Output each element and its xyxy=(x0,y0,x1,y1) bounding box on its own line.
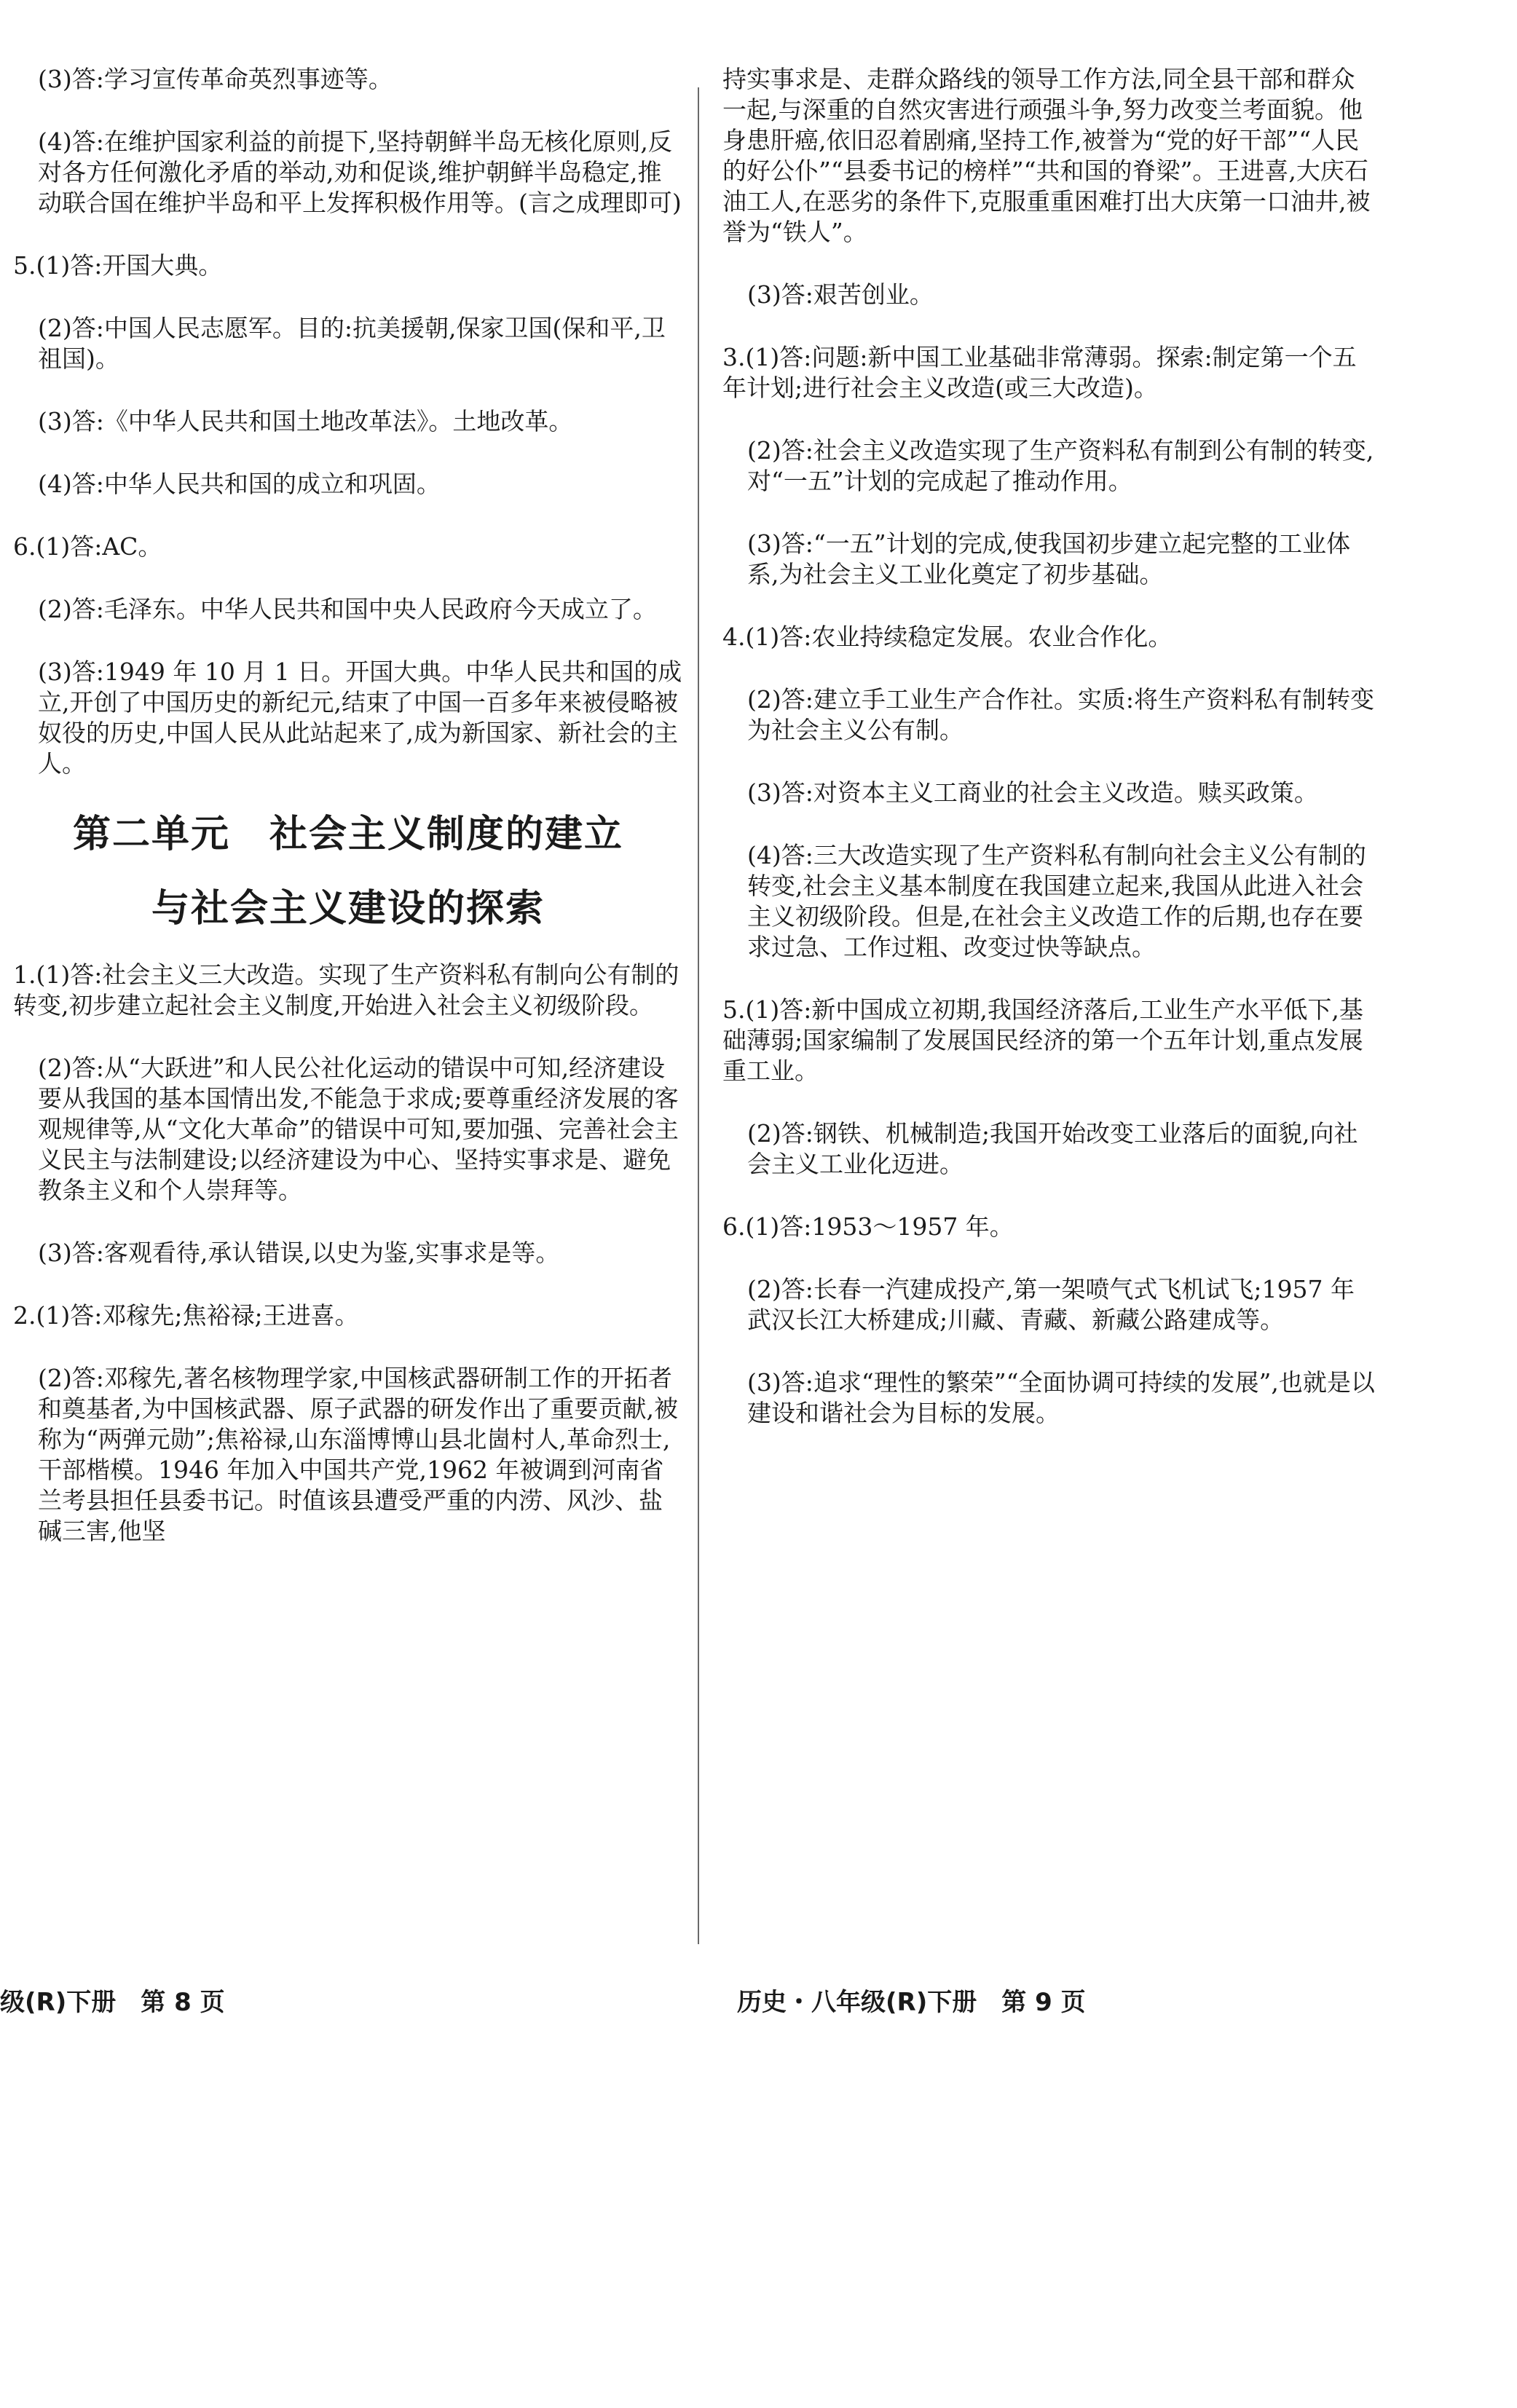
answer-paragraph: 1.(1)答:社会主义三大改造。实现了生产资料私有制向公有制的转变,初步建立起社会主义制度,开始进入社会主义初级阶段。 xyxy=(13,960,679,1019)
answer-paragraph: 2.(1)答:邓稼先;焦裕禄;王进喜。 xyxy=(13,1301,359,1330)
answer-paragraph: 6.(1)答:1953～1957 年。 xyxy=(722,1212,1014,1241)
answer-paragraph: 5.(1)答:开国大典。 xyxy=(13,251,223,280)
answer-paragraph: (3)答:对资本主义工商业的社会主义改造。赎买政策。 xyxy=(747,778,1318,807)
answer-paragraph: 6.(1)答:AC。 xyxy=(13,532,162,561)
right-column xyxy=(722,64,1378,1461)
answer-paragraph: (2)答:中国人民志愿军。目的:抗美援朝,保家卫国(保和平,卫祖国)。 xyxy=(38,314,666,373)
answer-paragraph: (2)答:钢铁、机械制造;我国开始改变工业落后的面貌,向社会主义工业化迈进。 xyxy=(747,1119,1358,1178)
answer-paragraph: (4)答:中华人民共和国的成立和巩固。 xyxy=(38,470,441,498)
column-divider xyxy=(698,87,699,1944)
answer-paragraph: 4.(1)答:农业持续稳定发展。农业合作化。 xyxy=(722,623,1173,651)
answer-paragraph: (2)答:建立手工业生产合作社。实质:将生产资料私有制转变为社会主义公有制。 xyxy=(747,685,1374,744)
answer-paragraph: (3)答:“一五”计划的完成,使我国初步建立起完整的工业体系,为社会主义工业化奠定了初步基础。 xyxy=(747,529,1351,588)
footer-page-label-right: 历史・八年级(R)下册 第 9 页 xyxy=(737,1988,1086,2017)
footer-page-label-left: 级(R)下册 第 8 页 xyxy=(0,1988,225,2017)
answer-paragraph: (2)答:长春一汽建成投产,第一架喷气式飞机试飞;1957 年武汉长江大桥建成;川藏、青藏、新藏公路建成等。 xyxy=(747,1275,1355,1334)
answer-paragraph: 5.(1)答:新中国成立初期,我国经济落后,工业生产水平低下,基础薄弱;国家编制了发展国民经济的第一个五年计划,重点发展重工业。 xyxy=(722,995,1363,1085)
answer-paragraph: (3)答:艰苦创业。 xyxy=(747,280,934,309)
answer-paragraph: 持实事求是、走群众路线的领导工作方法,同全县干部和群众一起,与深重的自然灾害进行顽强斗争,努力改变兰考面貌。他身患肝癌,依旧忍着剧痛,坚持工作,被誉为“党的好干部”“人民的好公仆”“县委书记的榜样”“共和国的脊梁”。王进喜,大庆石油工人,在恶劣的条件下,克服重重困难打出大庆第一口油井,被誉为“铁人”。 xyxy=(722,65,1371,246)
answer-paragraph: 3.(1)答:问题:新中国工业基础非常薄弱。探索:制定第一个五年计划;进行社会主义改造(或三大改造)。 xyxy=(722,343,1357,402)
answer-paragraph: (4)答:三大改造实现了生产资料私有制向社会主义公有制的转变,社会主义基本制度在我国建立起来,我国从此进入社会主义初级阶段。但是,在社会主义改造工作的后期,也存在要求过急、工作过粗、改变过快等缺点。 xyxy=(747,841,1366,961)
answer-paragraph: (2)答:毛泽东。中华人民共和国中央人民政府今天成立了。 xyxy=(38,595,657,623)
answer-paragraph: (3)答:1949 年 10 月 1 日。开国大典。中华人民共和国的成立,开创了中国历史的新纪元,结束了中国一百多年来被侵略被奴役的历史,中国人民从此站起来了,成为新国家、新社会的主人。 xyxy=(38,658,682,778)
answer-paragraph: (3)答:客观看待,承认错误,以史为鉴,实事求是等。 xyxy=(38,1239,560,1267)
answer-paragraph: (2)答:社会主义改造实现了生产资料私有制到公有制的转变,对“一五”计划的完成起了推动作用。 xyxy=(747,436,1374,495)
unit-title-line-1: 第二单元 社会主义制度的建立 xyxy=(72,813,623,856)
answer-paragraph: (4)答:在维护国家利益的前提下,坚持朝鲜半岛无核化原则,反对各方任何激化矛盾的举动,劝和促谈,维护朝鲜半岛稳定,推动联合国在维护半岛和平上发挥积极作用等。(言之成理即可) xyxy=(38,127,682,217)
answer-paragraph: (2)答:从“大跃进”和人民公社化运动的错误中可知,经济建设要从我国的基本国情出发,不能急于求成;要尊重经济发展的客观规律等,从“文化大革命”的错误中可知,要加强、完善社会主义民主与法制建设;以经济建设为中心、坚持实事求是、避免教条主义和个人崇拜等。 xyxy=(38,1054,679,1204)
answer-paragraph: (2)答:邓稼先,著名核物理学家,中国核武器研制工作的开拓者和奠基者,为中国核武器、原子武器的研发作出了重要贡献,被称为“两弹元勋”;焦裕禄,山东淄博博山县北崮村人,革命烈士,干部楷模。1946 年加入中国共产党,1962 年被调到河南省兰考县担任县委书记。时值该县遭受严重的内涝、风沙、盐碱三害,他坚 xyxy=(38,1364,678,1545)
answer-paragraph: (3)答:《中华人民共和国土地改革法》。土地改革。 xyxy=(38,407,573,435)
answer-paragraph: (3)答:追求“理性的繁荣”“全面协调可持续的发展”,也就是以建设和谐社会为目标的发展。 xyxy=(747,1368,1375,1427)
unit-title-line-2: 与社会主义建设的探索 xyxy=(151,887,545,931)
answer-paragraph: (3)答:学习宣传革命英烈事迹等。 xyxy=(38,65,393,93)
left-column xyxy=(13,64,683,1579)
